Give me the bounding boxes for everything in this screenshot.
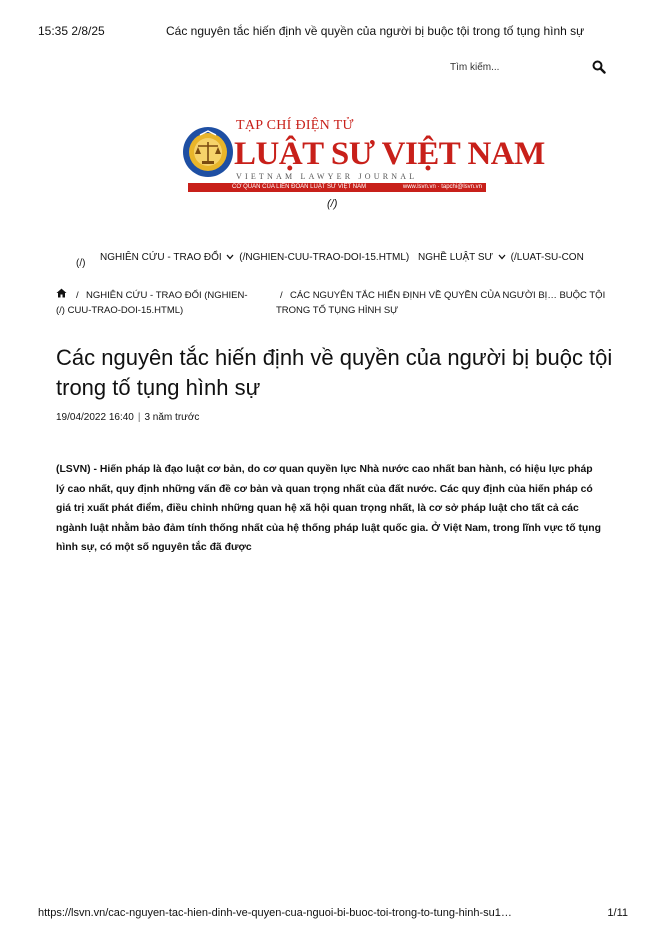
logo-bar-left-text: CƠ QUAN CỦA LIÊN ĐOÀN LUẬT SƯ VIỆT NAM (232, 184, 367, 190)
breadcrumb-item-line: NGHIÊN CỨU - TRAO ĐỔI (NGHIEN- (86, 290, 248, 301)
print-page-number: 1/11 (607, 907, 628, 919)
home-icon[interactable] (56, 288, 67, 298)
logo-main-text: LUẬT SƯ VIỆT NAM (234, 136, 545, 172)
article-title: Các nguyên tắc hiến định về quyền của người bị buộc tội trong tố tụng hình sự (56, 345, 613, 400)
logo-top-text: TẠP CHÍ ĐIỆN TỬ (236, 118, 354, 133)
breadcrumb-home-link: (/) (56, 305, 65, 316)
nav-item-href: (/NGHIEN-CUU-TRAO-DOI-15.HTML) (239, 252, 410, 263)
article-lead: (LSVN) - Hiến pháp là đạo luật cơ bản, do cơ quan quyền lực Nhà nước cao nhất ban hành, có hiệu lực pháp lý cao nhất, quy định những vấn đề cơ bản và quan trọng nhất của đất nước. Các quy định của hiến pháp có giá trị xuất phát điểm, điều chỉnh những quan hệ xã hội quan trọng nhất, là cơ sở pháp luật cho tất cả các ngành luật nhằm bảo đảm tính thống nhất của hệ thống pháp luật quốc gia. Ở Việt Nam, trong lĩnh vực tố tụng hình sự, có một số nguyên tắc đã được (56, 464, 601, 554)
print-datetime: 15:35 2/8/25 (38, 24, 105, 38)
article-relative-time: 3 năm trước (144, 412, 200, 423)
search-icon[interactable] (592, 60, 606, 74)
nav-item-nghe-luat-su[interactable] (418, 252, 584, 263)
print-page-title: Các nguyên tắc hiến định về quyền của người bị buộc tội trong tố tụng hình sự (166, 24, 585, 38)
article-meta: 19/04/2022 16:40 | 3 năm trước (56, 412, 200, 423)
main-nav (0, 250, 620, 270)
article-date: 19/04/2022 16:40 (56, 412, 134, 423)
logo-home-link[interactable]: (/) (327, 198, 338, 210)
search-bar[interactable] (446, 57, 616, 79)
chevron-down-icon (498, 254, 506, 260)
nav-home-link[interactable]: (/) (76, 258, 86, 269)
site-logo[interactable] (182, 116, 545, 196)
scales-of-justice-emblem-icon (182, 126, 234, 178)
breadcrumb-item-nghien-cuu[interactable] (86, 288, 270, 303)
breadcrumb-item-continuation[interactable] (56, 303, 183, 318)
breadcrumb-separator: / (280, 290, 283, 301)
logo-sub-text: VIETNAM LAWYER JOURNAL (236, 172, 418, 181)
logo-bar-right-text: www.lsvn.vn · tapchi@lsvn.vn (402, 184, 482, 190)
logo-red-bar (188, 183, 486, 192)
breadcrumb-current: CÁC NGUYÊN TẮC HIẾN ĐỊNH VỀ QUYỀN CỦA NGƯỜI BỊ… BUỘC TỘI TRONG TỐ TỤNG HÌNH SỰ (276, 290, 606, 316)
print-url: https://lsvn.vn/cac-nguyen-tac-hien-dinh-ve-quyen-cua-nguoi-bi-buoc-toi-trong-to-tung-hinh-su1… (38, 907, 512, 919)
nav-item-href: (/LUAT-SU-CON (510, 252, 584, 263)
nav-item-label: NGHIÊN CỨU - TRAO ĐỔI (100, 252, 222, 263)
search-input[interactable] (446, 58, 584, 77)
chevron-down-icon (226, 254, 234, 260)
nav-item-nghien-cuu-trao-doi[interactable] (100, 252, 409, 263)
nav-item-label: NGHỀ LUẬT SƯ (418, 252, 494, 263)
breadcrumb-separator: / (76, 290, 79, 301)
breadcrumb-item-line: CUU-TRAO-DOI-15.HTML) (67, 305, 184, 316)
